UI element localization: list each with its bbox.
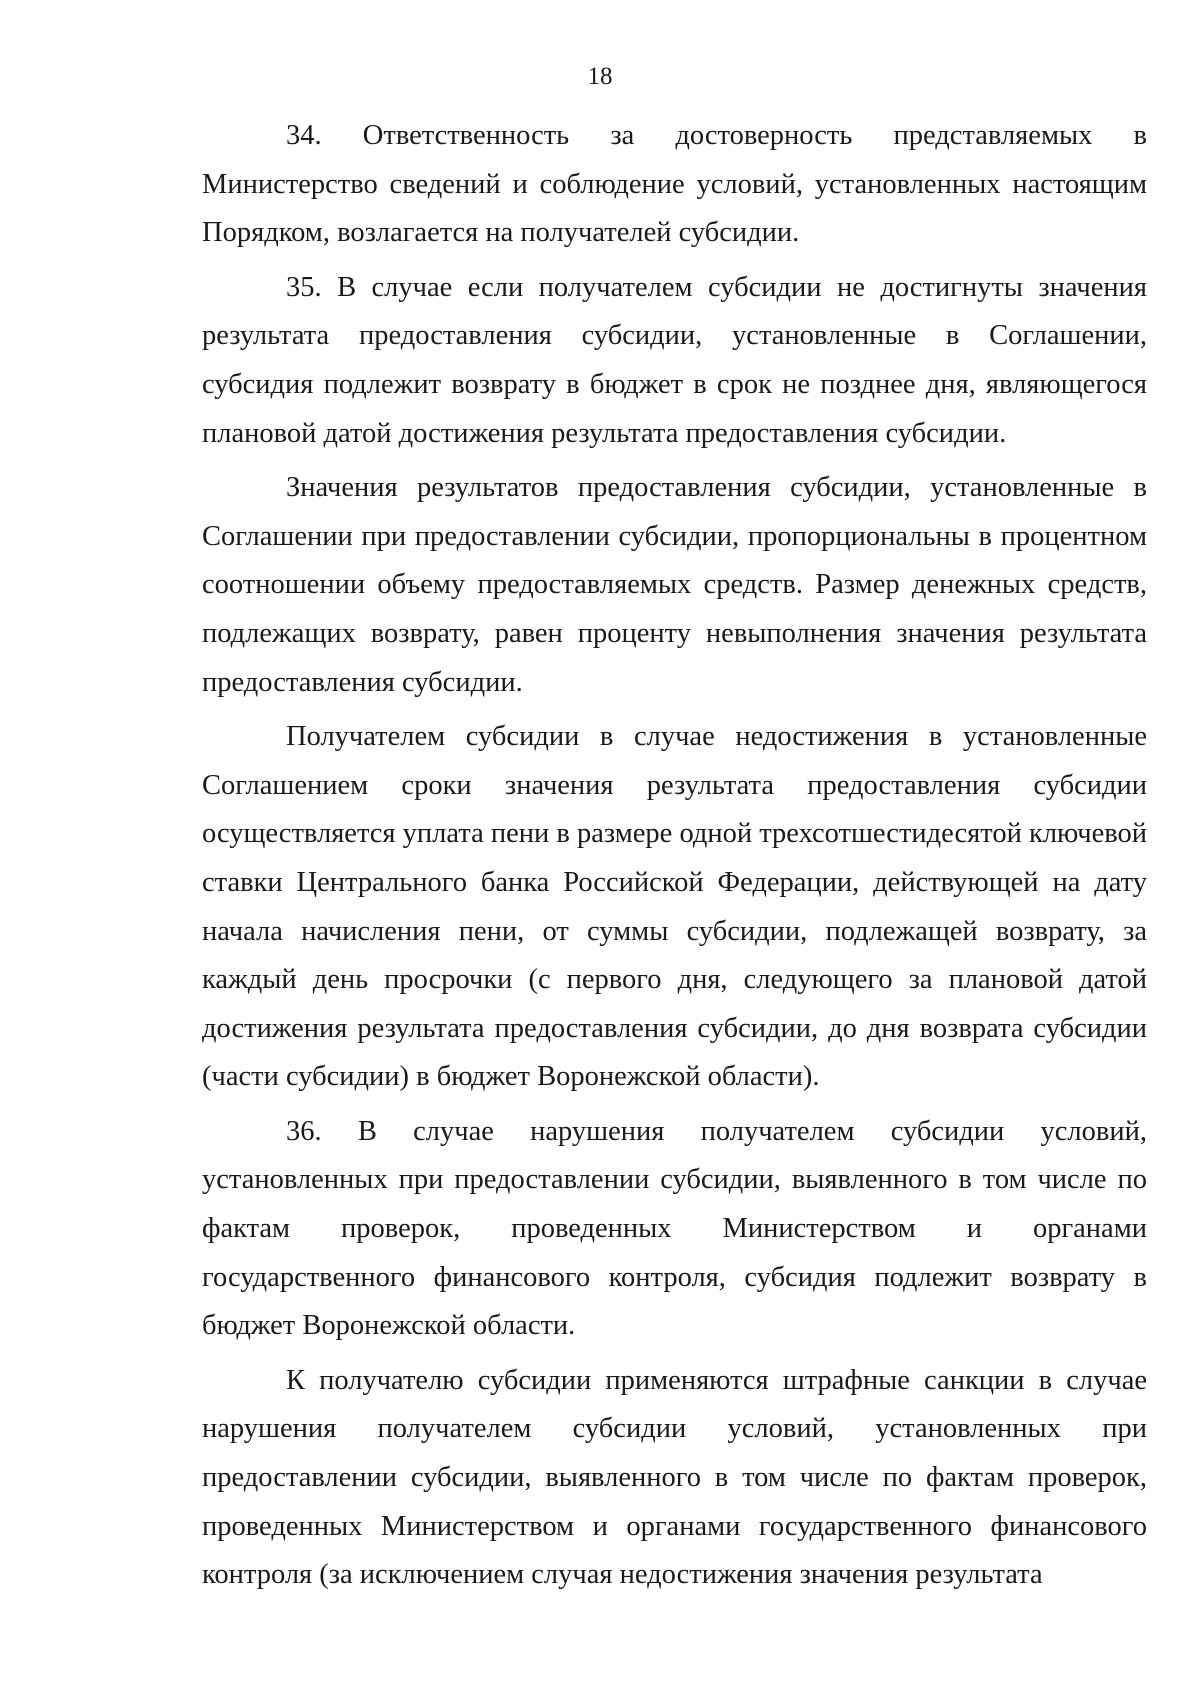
paragraph-35: 35. В случае если получателем субсидии не достигнуты значения результата предоставления субсидии, установленные в Соглашении, субсидия подлежит возврату в бюджет в срок не позднее дня, являющегося плановой датой достижения результата предоставления субсидии. [202, 271, 1147, 449]
paragraph-36-sanctions: К получателю субсидии применяются штрафные санкции в случае нарушения получателем субсидии условий, установленных при предоставлении субсидии, выявленного в том числе по фактам проверок, проведенных Министерством и органами государственного финансового контроля (за исключением случая недостижения значения результата [202, 1364, 1147, 1591]
page-number: 18 [587, 63, 613, 90]
paragraph-35-results: Значения результатов предоставления субсидии, установленные в Соглашении при предоставлении субсидии, пропорциональны в процентном соотношении объему предоставляемых средств. Размер денежных средств, подлежащих возврату, равен проценту невыполнения значения результата предоставления субсидии. [202, 472, 1147, 698]
paragraph-36: 36. В случае нарушения получателем субсидии условий, установленных при предоставлении субсидии, выявленного в том числе по фактам проверок, проведенных Министерством и органами государственного финансового контроля, субсидия подлежит возврату в бюджет Воронежской области. [202, 1115, 1147, 1342]
document-body [202, 112, 1147, 1606]
paragraph-35-penalty: Получателем субсидии в случае недостижения в установленные Соглашением сроки значения результата предоставления субсидии осуществляется уплата пени в размере одной трехсотшестидесятой ключевой ставки Центрального банка Российской Федерации, действующей на дату начала начисления пени, от суммы субсидии, подлежащей возврату, за каждый день просрочки (с первого дня, следующего за плановой датой достижения результата предоставления субсидии, до дня возврата субсидии (части субсидии) в бюджет Воронежской области). [202, 721, 1147, 1093]
paragraph-34: 34. Ответственность за достоверность представляемых в Министерство сведений и соблюдение условий, установленных настоящим Порядком, возлагается на получателей субсидии. [202, 120, 1147, 249]
